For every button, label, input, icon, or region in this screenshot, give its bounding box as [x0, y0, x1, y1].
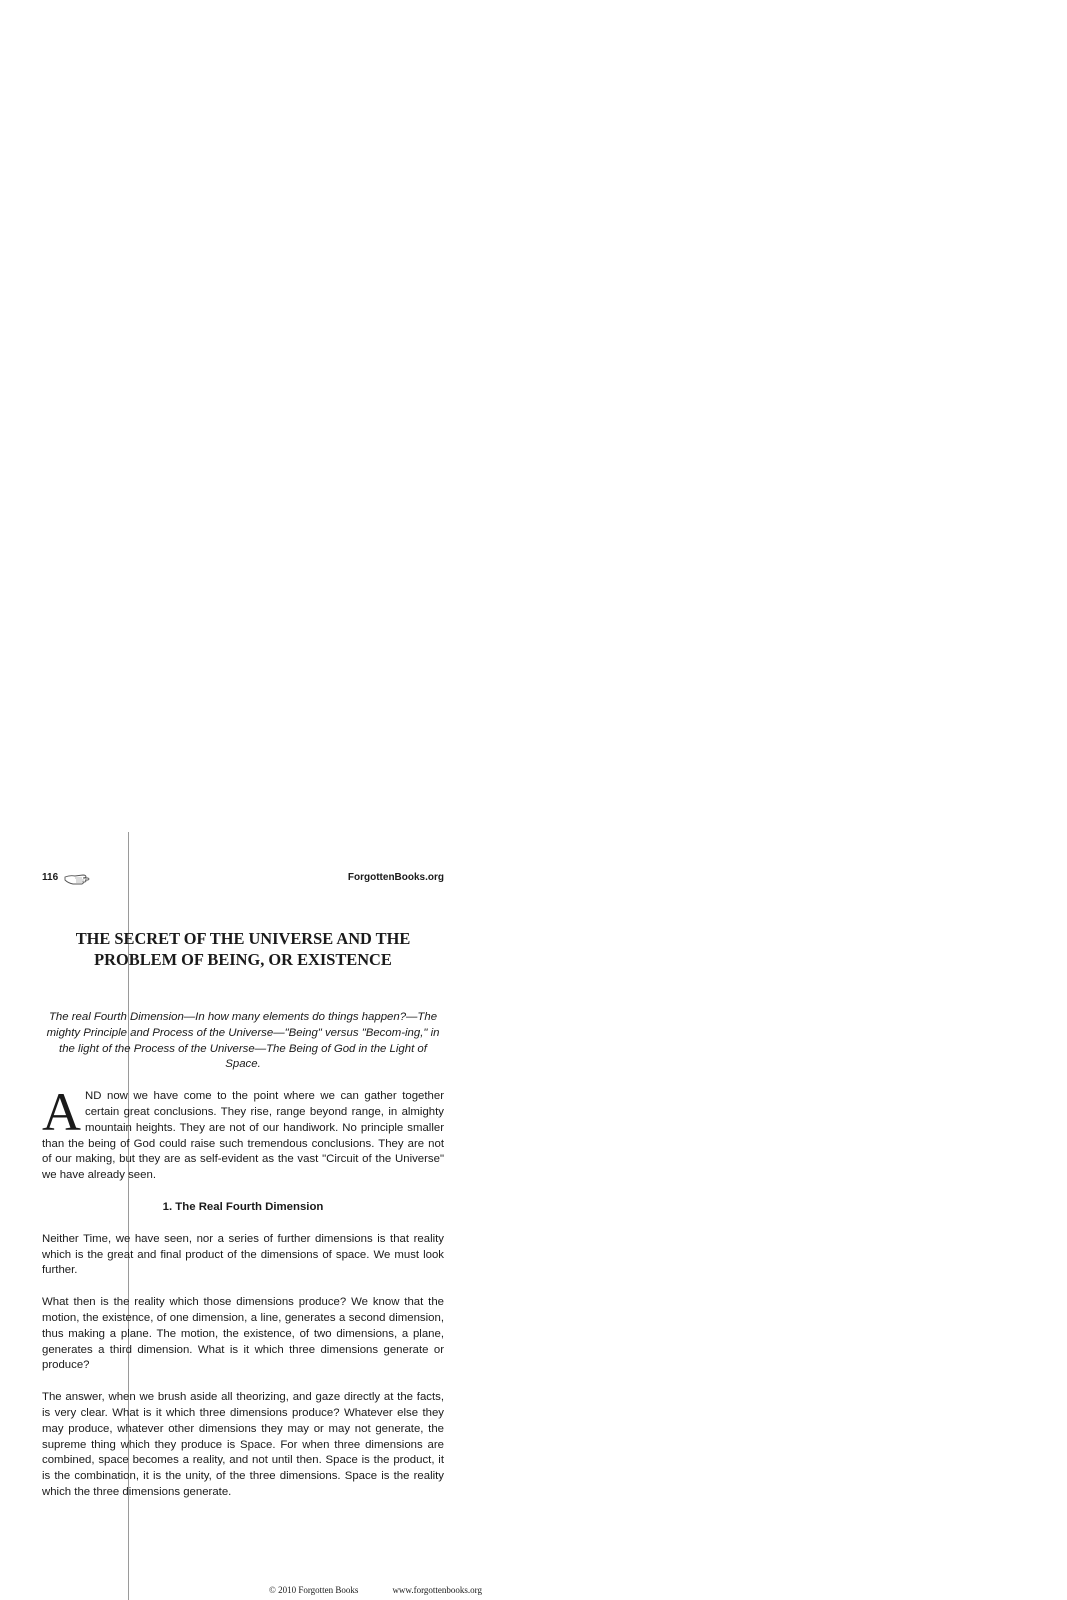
drop-cap: A — [42, 1082, 81, 1143]
pointing-hand-icon — [64, 871, 90, 885]
page-header — [42, 870, 444, 886]
paragraph: Neither Time, we have seen, nor a series of further dimensions is that reality which is the great and final product of the dimensions of space. We must look further. — [42, 1232, 444, 1277]
footer-url[interactable]: www.forgottenbooks.org — [392, 1585, 483, 1595]
paragraph: What then is the reality which those dimensions produce? We know that the motion, the existence, of one dimension, a line, generates a second dimension, thus making a plane. The motion, the existence, of two dimensions, a plane, generates a third dimension. What is it which three dimensions generate or produce? — [42, 1296, 444, 1372]
header-left — [42, 870, 90, 886]
section-heading: 1. The Real Fourth Dimension — [162, 1200, 324, 1213]
site-name: ForgottenBooks.org — [347, 872, 444, 884]
chapter-synopsis: The real Fourth Dimension—In how many elements do things happen?—The mighty Principle and Process of the Universe—"Being" versus "Becom-ing," in the light of the Process of the Universe—The Being of God in the Light of Space. — [46, 1011, 440, 1071]
copyright: © 2010 Forgotten Books — [269, 1585, 359, 1595]
chapter-title: THE SECRET OF THE UNIVERSE AND THE PROBLEM OF BEING, OR EXISTENCE — [75, 929, 411, 969]
opening-paragraph — [42, 1082, 444, 1184]
page-footer — [269, 1585, 509, 1595]
book-page — [42, 870, 444, 1501]
page-number: 116 — [42, 872, 59, 884]
paragraph: The answer, when we brush aside all theorizing, and gaze directly at the facts, is very clear. What is it which three dimensions produce? Whatever else they may produce, whatever other dimensions they may or may not generate, the supreme thing which they produce is Space. For when three dimensions are combined, space becomes a reality, and not until then. Space is the product, it is the combination, it is the unity, of the three dimensions. Space is the reality which the three dimensions generate. — [42, 1391, 444, 1498]
opening-text: ND now we have come to the point where we can gather together certain great conclusions. They rise, range beyond range, in almighty mountain heights. They are not of our handiwork. No principle smaller than the being of God could raise such tremendous conclusions. They are not of our making, but they are as self-evident as the vast "Circuit of the Universe" we have already seen. — [42, 1090, 444, 1182]
